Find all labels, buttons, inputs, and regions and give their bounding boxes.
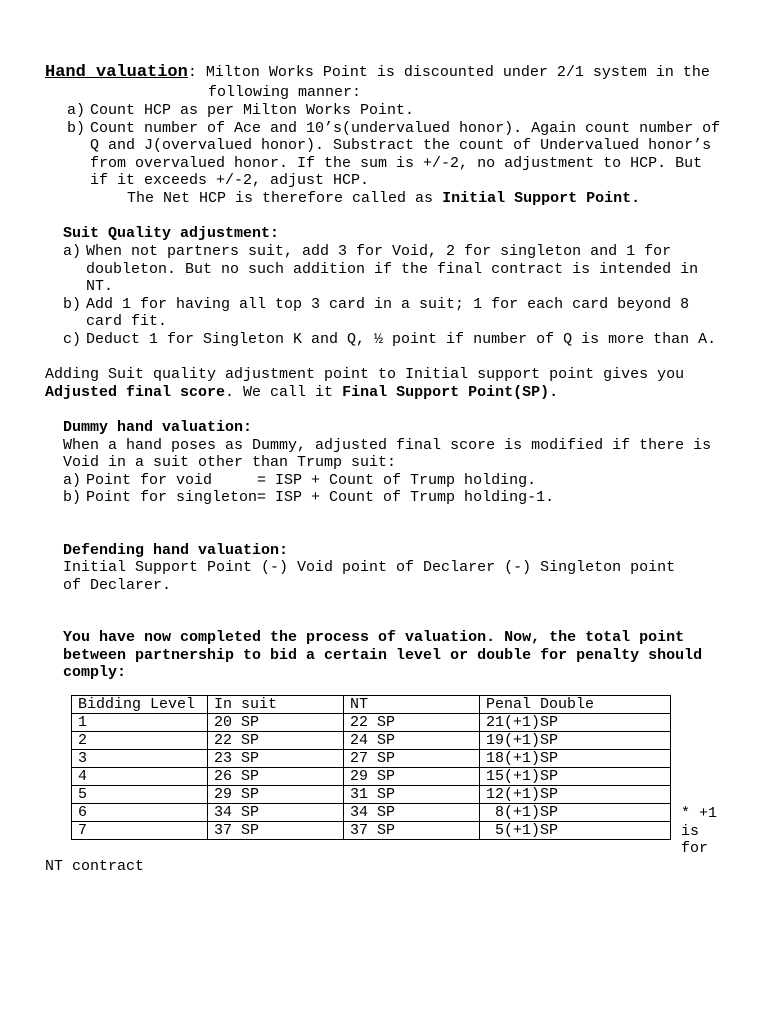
hv-item-a-marker: a) <box>67 102 86 119</box>
cell-penal-double: 12(+1)SP <box>480 786 671 804</box>
sq-item-a-line2: doubleton. But no such addition if the final contract is intended in <box>86 261 699 278</box>
cell-nt: 22 SP <box>344 714 480 732</box>
table-row <box>72 804 671 822</box>
cell-level: 7 <box>72 822 208 840</box>
header-in-suit: In suit <box>208 696 344 714</box>
hv-item-b-marker: b) <box>67 120 86 137</box>
hand-valuation-title: Hand valuation <box>45 63 188 82</box>
sq-item-a-line3: NT. <box>86 278 114 295</box>
cell-level: 1 <box>72 714 208 732</box>
bidding-table <box>71 695 671 840</box>
footnote-tail: NT contract <box>45 858 145 875</box>
cell-level: 2 <box>72 732 208 750</box>
table-row <box>72 714 671 732</box>
hv-item-a-text: Count HCP as per Milton Works Point. <box>90 102 415 119</box>
conclusion-line1: You have now completed the process of valuation. Now, the total point <box>63 629 685 646</box>
dummy-line2: Void in a suit other than Trump suit: <box>63 454 397 471</box>
cell-nt: 37 SP <box>344 822 480 840</box>
hv-item-b-line2: Q and J(overvalued honor). Substract the count of Undervalued honor’s <box>90 137 712 154</box>
table-row <box>72 822 671 840</box>
cell-penal-double: 21(+1)SP <box>480 714 671 732</box>
sq-item-c-line1: Deduct 1 for Singleton K and Q, ½ point if number of Q is more than A. <box>86 331 717 348</box>
cell-nt: 27 SP <box>344 750 480 768</box>
cell-in-suit: 37 SP <box>208 822 344 840</box>
defending-line1: Initial Support Point (-) Void point of Declarer (-) Singleton point <box>63 559 676 576</box>
table-row <box>72 750 671 768</box>
conclusion-line2: between partnership to bid a certain level or double for penalty should <box>63 647 703 664</box>
hv-item-b-line4: if it exceeds +/-2, adjust HCP. <box>90 172 370 189</box>
dummy-heading: Dummy hand valuation: <box>63 419 253 436</box>
sq-item-b-marker: b) <box>63 296 82 313</box>
cell-in-suit: 22 SP <box>208 732 344 750</box>
cell-penal-double: 15(+1)SP <box>480 768 671 786</box>
sq-item-b-line2: card fit. <box>86 313 168 330</box>
cell-in-suit: 20 SP <box>208 714 344 732</box>
cell-nt: 31 SP <box>344 786 480 804</box>
header-penal-double: Penal Double <box>480 696 671 714</box>
table-header-row <box>72 696 671 714</box>
cell-nt: 24 SP <box>344 732 480 750</box>
footnote-line1: * +1 <box>681 805 718 822</box>
cell-penal-double: 8(+1)SP <box>480 804 671 822</box>
cell-level: 3 <box>72 750 208 768</box>
hand-valuation-intro-cont: following manner: <box>208 84 362 101</box>
defending-line2: of Declarer. <box>63 577 172 594</box>
table-row <box>72 732 671 750</box>
cell-in-suit: 23 SP <box>208 750 344 768</box>
dummy-item-b-marker: b) <box>63 489 82 506</box>
sq-item-b-line1: Add 1 for having all top 3 card in a suit; 1 for each card beyond 8 <box>86 296 690 313</box>
header-bidding-level: Bidding Level <box>72 696 208 714</box>
sq-item-a-line1: When not partners suit, add 3 for Void, 2 for singleton and 1 for <box>86 243 672 260</box>
sq-item-c-marker: c) <box>63 331 82 348</box>
cell-level: 6 <box>72 804 208 822</box>
dummy-line1: When a hand poses as Dummy, adjusted final score is modified if there is <box>63 437 712 454</box>
dummy-item-b-text: Point for singleton= ISP + Count of Trump holding-1. <box>86 489 555 506</box>
hv-item-b-line3: from overvalued honor. If the sum is +/-2, no adjustment to HCP. But <box>90 155 703 172</box>
hand-valuation-intro: Hand valuation: Milton Works Point is discounted under 2/1 system in the <box>45 63 710 82</box>
defending-heading: Defending hand valuation: <box>63 542 289 559</box>
cell-level: 5 <box>72 786 208 804</box>
header-nt: NT <box>344 696 480 714</box>
cell-nt: 29 SP <box>344 768 480 786</box>
footnote-line2: is <box>681 823 700 840</box>
suit-quality-heading: Suit Quality adjustment: <box>63 225 280 242</box>
cell-level: 4 <box>72 768 208 786</box>
net-hcp-line: The Net HCP is therefore called as Initial Support Point. <box>127 190 641 207</box>
cell-in-suit: 34 SP <box>208 804 344 822</box>
sq-item-a-marker: a) <box>63 243 82 260</box>
table-row <box>72 786 671 804</box>
cell-penal-double: 19(+1)SP <box>480 732 671 750</box>
adjusted-line1: Adding Suit quality adjustment point to Initial support point gives you <box>45 366 685 383</box>
adjusted-line2: Adjusted final score. We call it Final Support Point(SP). <box>45 384 559 401</box>
cell-penal-double: 5(+1)SP <box>480 822 671 840</box>
dummy-item-a-text: Point for void = ISP + Count of Trump holding. <box>86 472 537 489</box>
cell-in-suit: 29 SP <box>208 786 344 804</box>
cell-in-suit: 26 SP <box>208 768 344 786</box>
footnote-line3: for <box>681 840 709 857</box>
dummy-item-a-marker: a) <box>63 472 82 489</box>
conclusion-line3: comply: <box>63 664 127 681</box>
hv-item-b-line1: Count number of Ace and 10’s(undervalued honor). Again count number of <box>90 120 721 137</box>
cell-penal-double: 18(+1)SP <box>480 750 671 768</box>
table-row <box>72 768 671 786</box>
cell-nt: 34 SP <box>344 804 480 822</box>
